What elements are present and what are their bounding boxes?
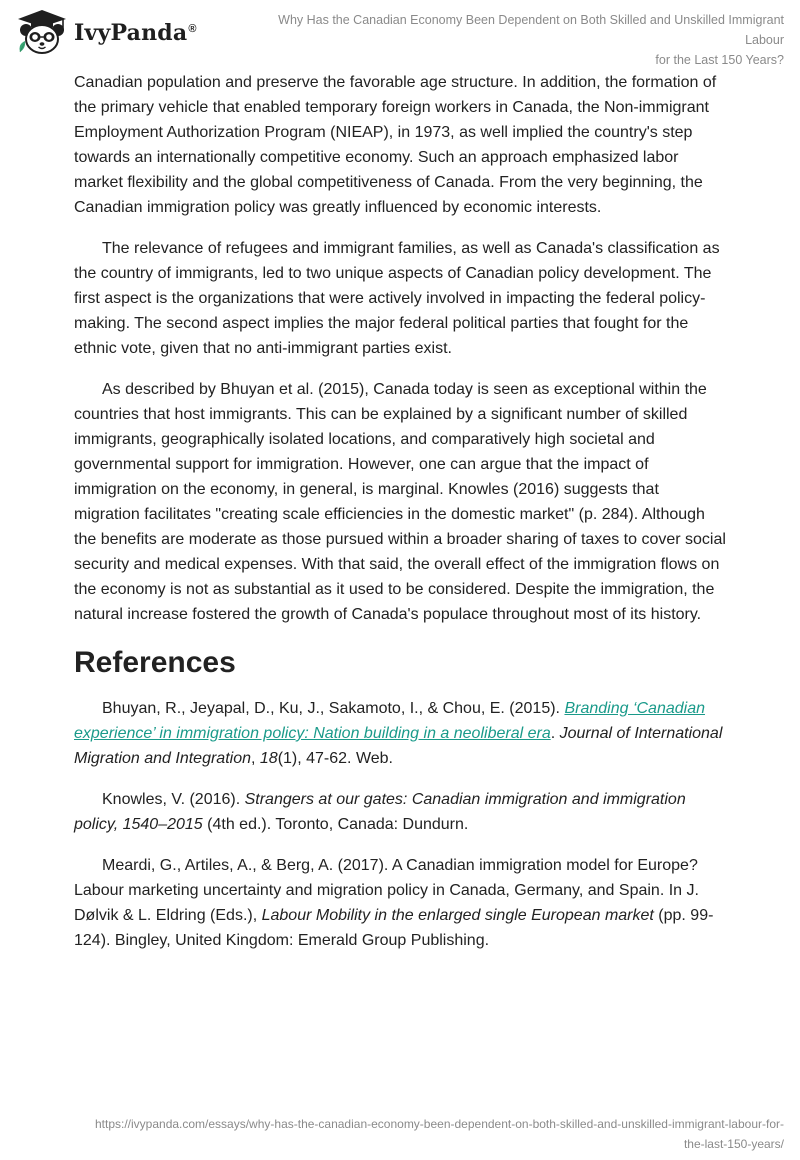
- document-title: [244, 10, 784, 70]
- reference-item-knowles: Knowles, V. (2016). Strangers at our gates: Canadian immigration and immigration policy, 1540–2015 (4th ed.). Toronto, Canada: Dundurn.: [74, 791, 686, 833]
- footer-url-line-2: the-last-150-years/: [683, 1137, 784, 1151]
- reference-item-bhuyan: Bhuyan, R., Jeyapal, D., Ku, J., Sakamoto, I., & Chou, E. (2015). Branding ‘Canadian experience’ in immigration policy: Nation building in a neoliberal era. Journal of International Migration and Integration, 18(1), 47-62. Web.: [74, 700, 723, 767]
- essay-body: [74, 70, 726, 969]
- page-footer-url: [24, 1114, 784, 1154]
- paragraph: Canadian population and preserve the favorable age structure. In addition, the formation of the primary vehicle that enabled temporary foreign workers in Canada, the Non-immigrant Employment Authorization Program (NIEAP), in 1973, as well implied the country's step towards an internationally competitive economy. Such an approach emphasized labor market flexibility and the global competitiveness of Canada. From the very beginning, the Canadian immigration policy was greatly influenced by economic interests.: [74, 74, 717, 216]
- reference-item-meardi: Meardi, G., Artiles, A., & Berg, A. (2017). A Canadian immigration model for Europe? Labour marketing uncertainty and migration policy in Canada, Germany, and Spain. In J. Dølvik & L. Eldring (Eds.), Labour Mobility in the enlarged single European market (pp. 99-124). Bingley, United Kingdom: Emerald Group Publishing.: [74, 857, 714, 949]
- references-heading: References: [74, 646, 236, 679]
- document-title-line-2: for the Last 150 Years?: [655, 53, 784, 67]
- page-header: [0, 0, 800, 67]
- document-title-line-1: Why Has the Canadian Economy Been Dependent on Both Skilled and Unskilled Immigrant Labour: [278, 13, 784, 47]
- panda-graduate-icon: [14, 8, 70, 56]
- logo-wordmark: IvyPanda®: [74, 20, 197, 46]
- footer-url-line-1: https://ivypanda.com/essays/why-has-the-canadian-economy-been-dependent-on-both-skilled-and-unskilled-immigrant-labour-for-: [94, 1117, 784, 1131]
- ivypanda-logo[interactable]: [14, 8, 197, 56]
- reference-link-branding[interactable]: Branding ‘Canadian experience’ in immigration policy: Nation building in a neoliberal era: [74, 700, 705, 742]
- paragraph: As described by Bhuyan et al. (2015), Canada today is seen as exceptional within the countries that host immigrants. This can be explained by a significant number of skilled immigrants, geographically isolated locations, and comparatively high societal and governmental support for immigration. However, one can argue that the impact of immigration on the economy, in general, is marginal. Knowles (2016) suggests that migration facilitates "creating scale efficiencies in the domestic market" (p. 284). Although the benefits are moderate as those pursued within a broader sharing of taxes to cover social security and medical expenses. With that said, the overall effect of the immigration flows on the economy is not as substantial as it used to be considered. Despite the immigration, the natural increase fostered the growth of Canada's populace throughout most of its history.: [74, 381, 726, 623]
- paragraph: The relevance of refugees and immigrant families, as well as Canada's classification as the country of immigrants, led to two unique aspects of Canadian policy development. The first aspect is the organizations that were actively involved in impacting the federal policy-making. The second aspect implies the major federal political parties that fought for the ethnic vote, given that no anti-immigrant parties exist.: [74, 240, 720, 357]
